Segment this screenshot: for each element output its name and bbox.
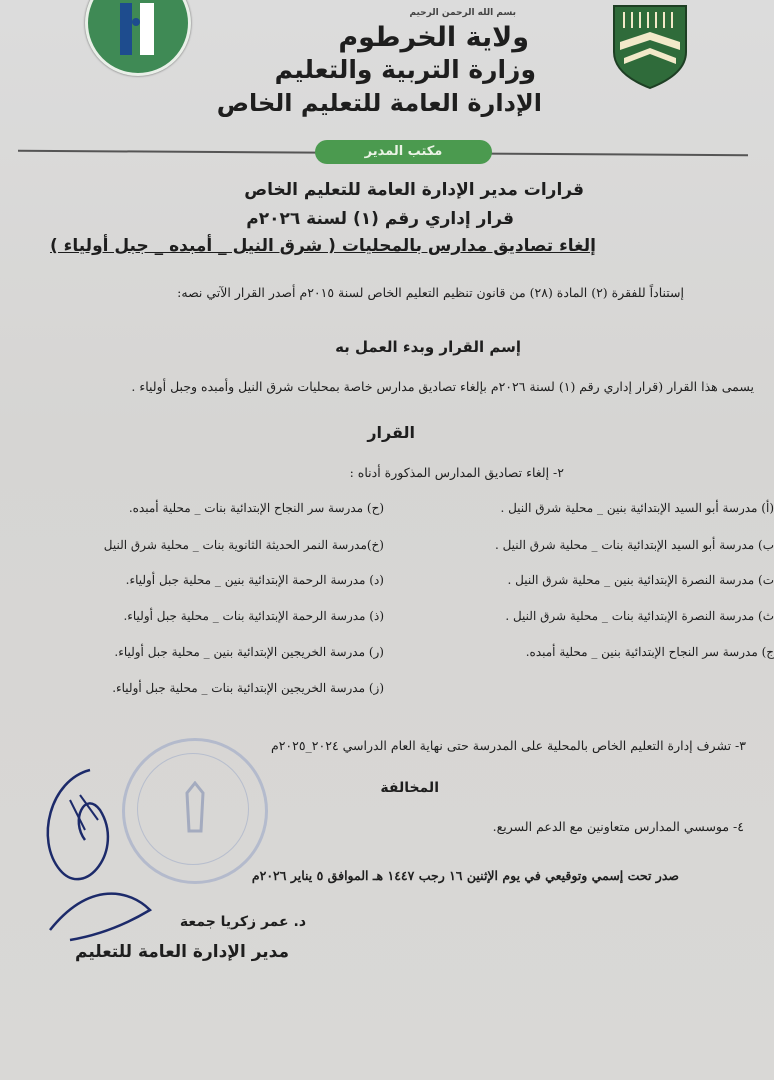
issued-line: صدر تحت إسمي وتوقيعي في يوم الإثنين ١٦ رجب ١٤٤٧ هـ الموافق ٥ يناير ٢٠٢٦م	[251, 868, 679, 883]
signatory-name: د. عمر زكريا جمعة	[179, 914, 306, 930]
decision-number: قرار إداري رقم (١) لسنة ٢٠٢٦م	[246, 209, 514, 229]
ministry-logo	[85, 0, 191, 76]
school-item: (ح) مدرسة سر النجاح الإبتدائية بنات _ محلية أمبده.	[128, 501, 384, 515]
school-item: ج) مدرسة سر النجاح الإبتدائية بنين _ محلية أمبده.	[525, 645, 774, 659]
section-heading-decision: القرار	[367, 423, 415, 442]
state-name: ولاية الخرطوم	[338, 22, 529, 53]
office-tab: مكتب المدير	[315, 140, 492, 164]
school-item: (أ) مدرسة أبو السيد الإبتدائية بنين _ محلية شرق النيل .	[500, 501, 774, 515]
school-item: (د) مدرسة الرحمة الإبتدائية بنين _ محلية جبل أولياء.	[125, 573, 384, 587]
school-item: ث) مدرسة النصرة الإبتدائية بنات _ محلية شرق النيل .	[505, 609, 774, 623]
school-item: (ذ) مدرسة الرحمة الإبتدائية بنات _ محلية جبل أولياء.	[123, 609, 384, 623]
section-heading-violation: المخالفة	[380, 780, 439, 796]
school-item: (ز) مدرسة الخريجين الإبتدائية بنات _ محلية جبل أولياء.	[112, 681, 384, 695]
decision-item-3: ٣- تشرف إدارة التعليم الخاص بالمحلية على المدرسة حتى نهاية العام الدراسي ٢٠٢٤_٢٠٢٥م	[270, 738, 746, 753]
section-name-text: يسمى هذا القرار (قرار إداري رقم (١) لسنة ٢٠٢٦م بإلغاء تصاديق مدارس خاصة بمحليات شرق النيل وأمبده وجبل أولياء .	[131, 379, 754, 394]
state-emblem	[610, 2, 690, 90]
directorate-name: الإدارة العامة للتعليم الخاص	[216, 89, 542, 117]
handwritten-signature	[30, 760, 190, 960]
section-heading-name: إسم القرار وبدء العمل به	[335, 338, 521, 356]
decision-subject: إلغاء تصاديق مدارس بالمحليات ( شرق النيل _ أمبده _ جبل أولياء )	[49, 236, 596, 256]
basmala: بسم الله الرحمن الرحيم	[409, 8, 516, 18]
school-item: (خ)مدرسة النمر الحديثة الثانوية بنات _ محلية شرق النيل	[103, 538, 384, 552]
decision-title: قرارات مدير الإدارة العامة للتعليم الخاص	[244, 180, 584, 200]
school-item: (ر) مدرسة الخريجين الإبتدائية بنين _ محلية جبل أولياء.	[114, 645, 384, 659]
preamble: إستناداً للفقرة (٢) المادة (٢٨) من قانون تنظيم التعليم الخاص لسنة ٢٠١٥م أصدر القرار الآتي نصه:	[177, 285, 684, 300]
school-item: ت) مدرسة النصرة الإبتدائية بنين _ محلية شرق النيل .	[507, 573, 774, 587]
school-item: ب) مدرسة أبو السيد الإبتدائية بنات _ محلية شرق النيل .	[494, 538, 774, 552]
ministry-name: وزارة التربية والتعليم	[274, 55, 536, 84]
decision-item-2: ٢- إلغاء تصاديق المدارس المذكورة أدناه :	[349, 465, 564, 480]
signatory-title: مدير الإدارة العامة للتعليم	[74, 942, 289, 962]
violation-item-4: ٤- موسسي المدارس متعاونين مع الدعم السريع.	[492, 819, 744, 834]
